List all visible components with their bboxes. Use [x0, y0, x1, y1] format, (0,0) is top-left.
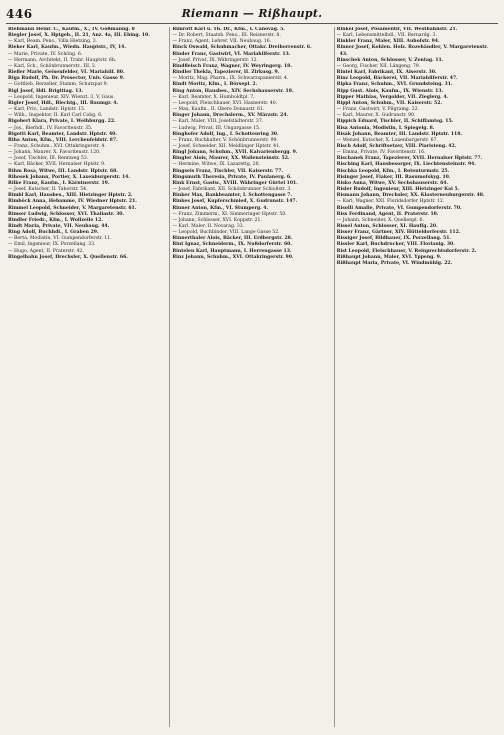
directory-entry: Riha Anton, Kfm., VIII. Lerchenfeldstr. 87. — [8, 137, 118, 143]
directory-entry: Rimser Ludwig, Schlosser, XVI. Thaliastr. 30. — [8, 211, 125, 217]
directory-entry: Rischanek Franz, Tapezierer, XVII. Hernalser Hptstr. 77. — [336, 156, 483, 162]
directory-entry: Riehmann Heinr. C., Kaufm., X., IV. Goßmanng. 8 — [8, 27, 135, 32]
directory-entry: — Moritz, Mag. Pharm., IX. Schwarzspanierstr. 4. — [172, 76, 289, 82]
directory-entry: — Dr. Robert, Staatsb. Pens., III. Reisnerstr. 8. — [172, 33, 281, 39]
directory-entry: Ripper Mathias, Vergolder, VII. Zieglerg. 4. — [336, 94, 449, 100]
column-2 — [169, 27, 333, 727]
page-number: 446 — [6, 7, 33, 21]
directory-entry: Ripp Gust. Alois, Kaufm., IX. Wienstr. 13. — [336, 88, 444, 94]
directory-entry: — Karl, Wagner, XXI. Floridsdorfer Hptstr. 12. — [336, 199, 445, 205]
directory-entry: Rintel Karl, Fabrikant, IX. Alserstr. 30. — [336, 70, 437, 76]
directory-entry: Rindler Friedr., Kfm., I. Wollzeile 12. — [8, 217, 103, 223]
directory-entry: Rinkel Josef, Posamentir, VII. Westbahnstr. 21. — [336, 27, 458, 32]
directory-entry: Rissler Karl, Buchdrucker, VIII. Florianig. 30. — [336, 242, 455, 248]
directory-entry: Rint Ignaz, Schneiderm., IX. Nußdorferstr. 60. — [172, 242, 292, 248]
directory-entry: Rinz Johann, Schuhm., XVI. Ottakringerstr. 90. — [172, 254, 294, 260]
running-head: Riemann — Rißhaupt. — [181, 7, 323, 20]
directory-entry: Risko Anna, Witwe, XV. Sechshauserstr. 64. — [336, 180, 449, 186]
directory-entry: — Josef, Kutscher, II. Taborstr. 54. — [8, 187, 88, 193]
directory-entry: Rimrott Karl u. Th. Dr., Kfm., I. Canovag. 5. — [172, 27, 285, 32]
directory-entry: — Franz, Agent, Lehrer, VII. Neubaug. 16. — [172, 39, 272, 45]
directory-entry: Risinger Josef, Fiaker, III. Rasumofskyg. 10. — [336, 174, 451, 180]
directory-entry: Rigler Josef, Hdl., Blechtg., III. Baumgr. 4. — [8, 100, 119, 106]
directory-entry: — Franz, Gastwirt, V. Pilgramg. 22. — [336, 107, 419, 113]
directory-entry: — Georg, Fischer, XII. Längeng. 79. — [336, 63, 421, 69]
directory-entry: Ringseis Franz, Tischler, VII. Kaiserstr. 77. — [172, 168, 284, 174]
column-3 — [334, 27, 498, 727]
directory-entry: — Josef, Schneider, XII. Meidlinger Hptstr. 41. — [172, 143, 281, 149]
directory-entry: — Marie, Private, IV. Schöng. 6. — [8, 51, 83, 57]
directory-entry: Rist Leopold, Fleischhauer, V. Reinprechtsdorferstr. 2. — [336, 248, 477, 254]
directory-entry: — Leopold, Fleischhauer, XVI. Hasnerstr. 40. — [172, 100, 278, 106]
directory-entry: Rindt Maria, Private, VII. Neubaug. 44. — [8, 224, 110, 229]
directory-entry: — Gottlieb, Berzeller, Stamm, Schutzpat 9. — [8, 82, 109, 88]
directory-entry: Rigl Josef, Hdl. Brigittag. 13. — [8, 88, 84, 94]
directory-entry: — Leopold, Buchbinder, VIII. Lange Gasse 52. — [172, 230, 280, 236]
directory-entry: — Karl, Lebensmittelhdl., VII. Bernardg. 3. — [336, 33, 437, 39]
directory-entry: — Karl, Bäcker, XVII. Hernalser Hptstr. 9. — [8, 162, 106, 168]
directory-entry: Rinz Leopold, Bäckerei, VII. Mariahilferstr. 47. — [336, 76, 458, 82]
directory-entry: — Karl, Maurer, X. Gudrunstr. 90. — [336, 113, 416, 119]
directory-entry: — Josef, Tischler, III. Rennweg 53. — [8, 156, 89, 162]
directory-entry: Rinschek Anton, Schlosser, V. Zentag. 11. — [336, 57, 444, 63]
directory-entry: Risching Karl, Hausbesorger, IX. Liechtensteinstr. 94. — [336, 162, 476, 168]
directory-entry: Risa Antonia, Modistin, I. Spiegelg. 8. — [336, 125, 435, 131]
entry-columns — [6, 27, 498, 727]
directory-entry: Rinker Max, Bankbeamter, I. Schottengasse 7. — [172, 193, 293, 199]
directory-entry: Rißhaupt Maria, Private, VI. Windmühlg. 22. — [336, 260, 453, 266]
directory-entry: — Karl, Beam. Pens., Villa Hietzing, 3. — [8, 39, 98, 45]
directory-entry: — Josef, Fabrikant, XII. Schönbrunner Schloßstr. 3. — [172, 187, 292, 193]
directory-entry: Ringelhahn Josef, Drechsler, X. Quellenstr. 66. — [8, 254, 128, 260]
directory-entry: Rippich Eduard, Tischler, II. Schiffamtsg. 15. — [336, 119, 454, 125]
column-1 — [6, 27, 169, 727]
directory-entry: Risak Johann, Beamter, III. Landstr. Hptstr. 118. — [336, 131, 463, 137]
directory-entry: Riga Rudolf, Ph. Dr. Prosector, Univ. Gasse 9. — [8, 76, 125, 82]
directory-entry: Rißhaupt Johann, Maler, XVI. Yppeng. 9. — [336, 254, 442, 260]
directory-entry: Rinnerthaler Alois, Bäcker, III. Erdbergstr. 28. — [172, 236, 293, 242]
directory-entry: — Karl, Beamter, X. Humboldtpl. 7. — [172, 94, 255, 100]
directory-entry: — Berta, Modistin, VI. Gumpendorferstr. 11. — [8, 236, 112, 242]
directory-entry: — Karl, Maler, VIII. Josefstädterstr. 37. — [172, 119, 264, 125]
directory-entry: — Hermann, Architekt, II. Trabr. Hauptstr. 6b. — [8, 57, 117, 63]
directory-entry: — Karl, Sch., Schönbrunnerstr., III, 2. — [8, 63, 97, 69]
directory-entry: — Johann, Schneider, X. Quellenpl. 6. — [336, 217, 424, 223]
directory-entry: Rindler Thekla, Tapezierer, II. Zirkusg. 9. — [172, 70, 280, 76]
directory-entry: Rieker Karl, Kaufm., Wiedn. Hauptstr., IV, 14. — [8, 45, 126, 51]
directory-entry: Ring Anton, Hausbes., XIV. Sechshauserstr. 18. — [172, 88, 294, 94]
directory-entry: — Jos., Bierhdl., IV. Favoritenstr. 35. — [8, 125, 93, 131]
directory-entry: Riegler Josef, X. Hptgeb., II. 21, Anz. 4a, III. Ebing. 10. — [8, 33, 150, 39]
directory-entry: Rinkes Josef, Kupferschmied, X. Gudrunstr. 147. — [172, 199, 298, 205]
directory-entry: Rigobert Klara, Private, I. Weihburgg. 22. — [8, 119, 116, 125]
directory-entry: — Wilh., Inspektor, II. Karl Carl Cobg. 6. — [8, 113, 103, 119]
directory-entry: — Johann, Schlosser, XVI. Koppstr. 21. — [172, 217, 262, 223]
directory-entry: Rintelen Karl, Hauptmann, I. Herrengasse 13. — [172, 248, 292, 254]
directory-entry: Ring Adolf, Buchhdl., I. Graben 29. — [8, 230, 99, 236]
directory-entry: Rihm Rosa, Witwe, III. Landstr. Hptstr. 68. — [8, 168, 118, 174]
page-header — [6, 7, 498, 24]
directory-entry: Rinder Franz, Gastwirt, VI. Mariahilferstr. 13. — [172, 51, 291, 57]
directory-entry: Rinner Josef, Kohlen. Holz. Rozehändler, V. Margaretenstr. 43. — [336, 45, 489, 57]
directory-entry: Ripka Franz, Schuhm., XVI. Grundsteing. 31. — [336, 82, 453, 88]
directory-entry: — Josef, Privat, IX. Währingerstr. 12. — [172, 57, 259, 63]
directory-entry: — Franz, Zimmerm., XI. Simmeringer Hptstr. 50. — [172, 211, 287, 217]
directory-entry: Ringl Johann, Schuhm., XVII. Kalvarienbergg. 9. — [172, 150, 298, 156]
directory-entry: Rippl Anton, Schuhm., VII. Kaiserstr. 52. — [336, 100, 443, 106]
directory-entry: Risler Rudolf, Ingenieur, XIII. Hietzinger Kai 5. — [336, 187, 460, 193]
directory-entry: — Karl, Maler, II. Novarag. 33. — [172, 224, 245, 229]
directory-entry: Rindt Moritz, Kfm., I. Börsepl. 2. — [172, 82, 258, 88]
directory-entry: Rihosek Johann, Portier, X. Laxenburgerstr. 14. — [8, 174, 130, 180]
directory-entry: — Wenzel, Kutscher, X. Laxenburgerstr. 67. — [336, 137, 438, 143]
directory-entry: Rinner Anton, Kfm., VI. Stumperg. 4. — [172, 205, 269, 211]
directory-entry: Rindfleisch Franz, Wagner, IV. Weyringerg. 18. — [172, 63, 292, 69]
directory-entry: — Max, Kaufm., II. Obere Donaustr. 61. — [172, 107, 265, 113]
directory-entry: — Franz, Schuhm., XVI. Ottakringerstr. 4. — [8, 143, 106, 149]
directory-entry: Rimböck Anna, Hebamme, IV. Wiedner Hptstr. 21. — [8, 199, 137, 205]
directory-entry: Rilke Franz, Kaufm., I. Kärntnerstr. 19. — [8, 180, 110, 186]
directory-entry: Rissel Anton, Schlosser, XI. Hauffg. 20. — [336, 224, 438, 229]
directory-entry: — Emma, Private, IV. Favoritenstr. 16. — [336, 150, 426, 156]
directory-entry: Rimmel Leopold, Schneider, V. Margaretenstr. 61. — [8, 205, 137, 211]
directory-entry: — Franz, Buchhalter, V. Schönbrunnerstr. 99. — [172, 137, 278, 143]
directory-entry: Rimbl Karl, Hausbes., XIII. Hietzinger Hptstr. 2. — [8, 193, 133, 199]
directory-entry: Rissiger Josef, Bildhauer, IX. Porzellang. 51. — [336, 236, 452, 242]
directory-entry: — Emil, Ingenieur, IX. Porzellang. 33. — [8, 242, 96, 248]
directory-entry: Rinck Oswald, Schuhmacher, Ottakr. Dreiherrenstr. 6. — [172, 45, 312, 51]
directory-entry: Ringhofer Adolf, Ing., I. Schottenring 30. — [172, 131, 279, 137]
directory-entry: Rinkler Franz, Maler, XIII. Auhofstr. 94. — [336, 39, 440, 45]
directory-entry: — Hermine, Witwe, IX. Lazarettg. 20. — [172, 162, 260, 168]
directory-entry: — Hugo, Agent, II. Praterstr. 42. — [8, 248, 84, 254]
directory-entry: Ringer Johann, Drechslerm., XV. Märzstr. 24. — [172, 113, 289, 119]
directory-entry: Riss Ferdinand, Agent, II. Praterstr. 18. — [336, 211, 439, 217]
directory-entry: Riefler Marie, Geisenfelder, VI. Mariahilf. 80. — [8, 70, 125, 76]
directory-entry: Rismann Johann, Drechsler, XX. Klosterneuburgerstr. 48. — [336, 193, 485, 199]
directory-entry: Rigotti Karl, Beamter, Landstr. Hptstr. 40. — [8, 131, 117, 137]
directory-entry: Risolli Amalie, Private, VI. Gumpendorferstr. 70. — [336, 205, 462, 211]
directory-entry: Rink Ernst, Gastw., XVIII. Währinger Gürtel 101. — [172, 180, 298, 186]
directory-entry: — Johann, Maurer, X. Favoritenstr. 120. — [8, 150, 101, 156]
directory-entry: — Leopold, Ingenieur, XIV. Wienzt. 3, V, Gaus. — [8, 94, 115, 100]
directory-entry: Rischka Leopold, Kfm., I. Rotenturmstr. 25. — [336, 168, 450, 174]
directory-entry: Risser Franz, Gärtner, XIV. Hütteldorferstr. 112. — [336, 230, 461, 236]
directory-entry: Ringsmuth Theresia, Private, IV. Paulanerg. 6. — [172, 174, 292, 180]
directory-entry: Ringler Alois, Maurer, XX. Wallensteinstr. 52. — [172, 156, 290, 162]
directory-entry: Risch Adolf, Schriftsetzer, VIII. Piaristeng. 42. — [336, 143, 457, 149]
directory-entry: — Ludwig, Privat, III. Ungargasse 15. — [172, 125, 261, 131]
directory-entry: — Karl, Priv., Landstr. Hptstr. 15. — [8, 107, 86, 113]
